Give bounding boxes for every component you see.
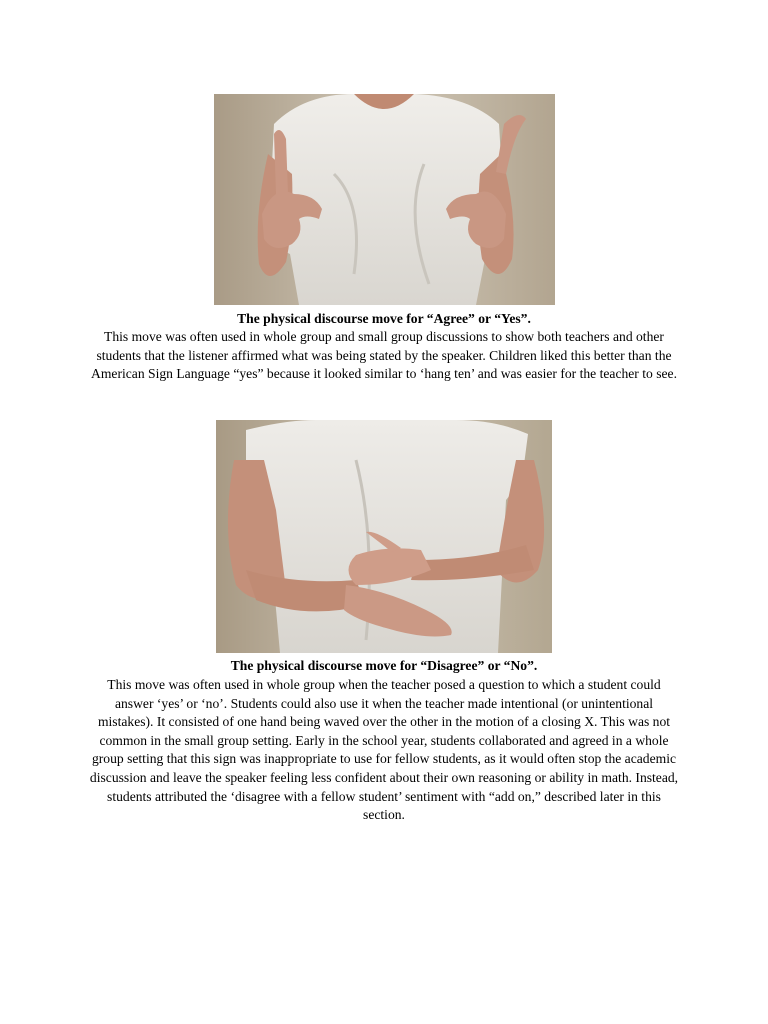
disagree-caption-title: The physical discourse move for “Disagree” or “No”. — [230, 658, 538, 673]
agree-caption-title: The physical discourse move for “Agree” or “Yes”. — [237, 311, 531, 326]
disagree-gesture-image — [216, 420, 552, 653]
disagree-caption-body: This move was often used in whole group when the teacher posed a question to which a student could answer ‘yes’ or ‘no’. Students could also use it when the teacher made intentional (or unintentional mistakes). It consisted of one hand being waved over the other in the motion of a closing X. This was not common in the small group setting. Early in the school year, students collaborated and agreed in a whole group setting that this sign was inappropriate to use for fellow students, as it would often stop the academic discussion and leave the speaker feeling less confident about their own reasoning or ability in math. Instead, students attributed the ‘disagree with a fellow student’ sentiment with “add on,” described later in this section. — [89, 677, 679, 823]
agree-caption-body: This move was often used in whole group and small group discussions to show both teachers and other students that the listener affirmed what was being stated by the speaker. Children liked this better than the American Sign Language “yes” because it looked similar to ‘hang ten’ and was easier for the teacher to see. — [91, 329, 677, 382]
agree-gesture-image — [214, 94, 555, 305]
disagree-gesture-photo — [216, 420, 552, 653]
agree-gesture-photo — [214, 94, 555, 305]
